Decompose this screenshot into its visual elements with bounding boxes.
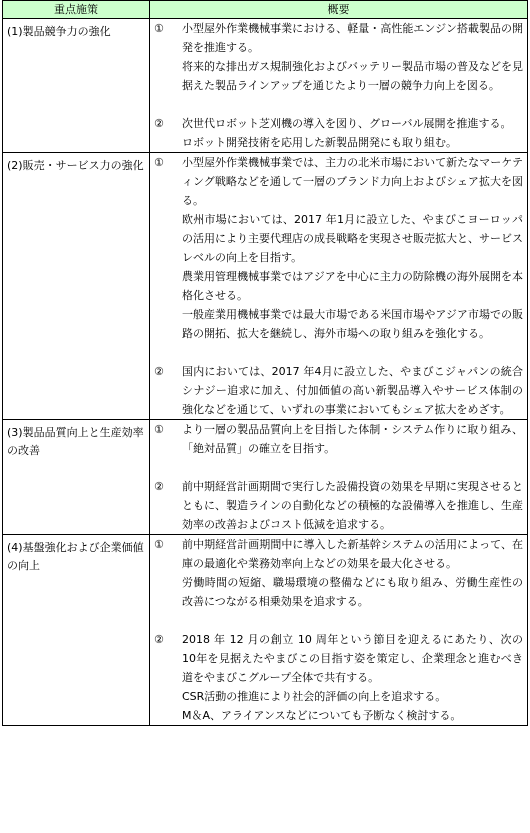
item-text	[182, 362, 527, 419]
summary-item	[150, 477, 527, 534]
item-text	[182, 535, 527, 611]
policy-document	[2, 0, 527, 726]
item-paragraph: 小型屋外作業機械事業における、軽量・高性能エンジン搭載製品の開発を推進する。	[182, 22, 523, 54]
summary-item	[150, 362, 527, 419]
header-row	[3, 1, 528, 19]
measure-category	[3, 153, 150, 420]
summary-item	[150, 153, 527, 343]
item-paragraph: 欧州市場においては、2017 年1月に設立した、やまびこヨーロッパの活用により主要代理店の成長戦略を実現させ販売拡大と、サービスレベルの向上を目指す。	[182, 213, 523, 264]
category-label: (2)販売・サービス力の強化	[7, 159, 144, 172]
item-paragraph: 労働時間の短縮、職場環境の整備などにも取り組み、労働生産性の改善につながる相乗効果を追求する。	[182, 576, 523, 608]
item-paragraph: ロボット開発技術を応用した新製品開発にも取り組む。	[182, 136, 457, 149]
item-marker: ①	[154, 156, 164, 169]
item-marker: ②	[154, 117, 164, 130]
header-measures: 重点施策	[3, 1, 150, 19]
summary-item	[150, 19, 527, 95]
summary-item	[150, 114, 527, 152]
item-paragraph: 前中期経営計画期間中に導入した新基幹システムの活用によって、在庫の最適化や業務効率向上などの効果を最大化させる。	[182, 538, 523, 570]
measure-category	[3, 19, 150, 153]
item-text	[182, 420, 527, 458]
item-marker: ②	[154, 365, 164, 378]
category-label: (3)製品品質向上と生産効率の改善	[7, 426, 144, 457]
category-label: (4)基盤強化および企業価値の向上	[7, 541, 144, 572]
table-row	[3, 19, 528, 153]
item-marker: ②	[154, 633, 164, 646]
policy-table	[2, 0, 528, 726]
item-paragraph: 将来的な排出ガス規制強化およびバッテリー製品市場の普及などを見据えた製品ラインアップを通じたより一層の競争力向上を図る。	[182, 60, 523, 92]
table-row	[3, 535, 528, 726]
item-spacer	[150, 611, 527, 630]
header-summary: 概要	[150, 1, 528, 19]
item-text	[182, 114, 527, 152]
item-text	[182, 477, 527, 534]
measure-summary	[150, 420, 528, 535]
item-paragraph: 小型屋外作業機械事業では、主力の北米市場において新たなマーケティング戦略などを通して一層のブランド力向上およびシェア拡大を図る。	[182, 156, 523, 207]
measure-summary	[150, 535, 528, 726]
category-label: (1)製品競争力の強化	[7, 25, 111, 38]
item-text	[182, 630, 527, 725]
measure-category	[3, 420, 150, 535]
item-paragraph: 農業用管理機械事業ではアジアを中心に主力の防除機の海外展開を本格化させる。	[182, 270, 523, 302]
item-marker: ①	[154, 538, 164, 551]
table-row	[3, 153, 528, 420]
item-marker: ②	[154, 480, 164, 493]
item-text	[182, 153, 527, 343]
item-paragraph: 国内においては、2017 年4月に設立した、やまびこジャパンの統合シナジー追求に加え、付加価値の高い新製品導入やサービス体制の強化などを通じて、いずれの事業においてもシェア拡大をめざす。	[182, 365, 523, 416]
measure-summary	[150, 153, 528, 420]
item-text	[182, 19, 527, 95]
item-paragraph: CSR活動の推進により社会的評価の向上を追求する。	[182, 690, 447, 703]
measure-summary	[150, 19, 528, 153]
summary-item	[150, 420, 527, 458]
summary-item	[150, 535, 527, 611]
item-paragraph: 2018 年 12 月の創立 10 周年という節目を迎えるにあたり、次の 10年を見据えたやまびこの目指す姿を策定し、企業理念と進むべき道をやまびこグループ全体で共有する。	[182, 633, 523, 684]
item-marker: ①	[154, 22, 164, 35]
item-spacer	[150, 343, 527, 362]
item-paragraph: 一般産業用機械事業では最大市場である米国市場やアジア市場での販路の開拓、拡大を継続し、海外市場への取り組みを強化する。	[182, 308, 523, 340]
item-paragraph: 前中期経営計画期間で実行した設備投資の効果を早期に実現させるとともに、製造ラインの自動化などの積極的な設備導入を推進し、生産効率の改善およびコスト低減を追求する。	[182, 480, 523, 531]
table-row	[3, 420, 528, 535]
item-spacer	[150, 458, 527, 477]
item-marker: ①	[154, 423, 164, 436]
item-paragraph: 次世代ロボット芝刈機の導入を図り、グローバル展開を推進する。	[182, 117, 512, 130]
item-spacer	[150, 95, 527, 114]
summary-item	[150, 630, 527, 725]
item-paragraph: より一層の製品品質向上を目指した体制・システム作りに取り組み、「絶対品質」の確立を目指す。	[182, 423, 523, 455]
item-paragraph: M＆A、アライアンスなどについても予断なく検討する。	[182, 709, 462, 722]
measure-category	[3, 535, 150, 726]
